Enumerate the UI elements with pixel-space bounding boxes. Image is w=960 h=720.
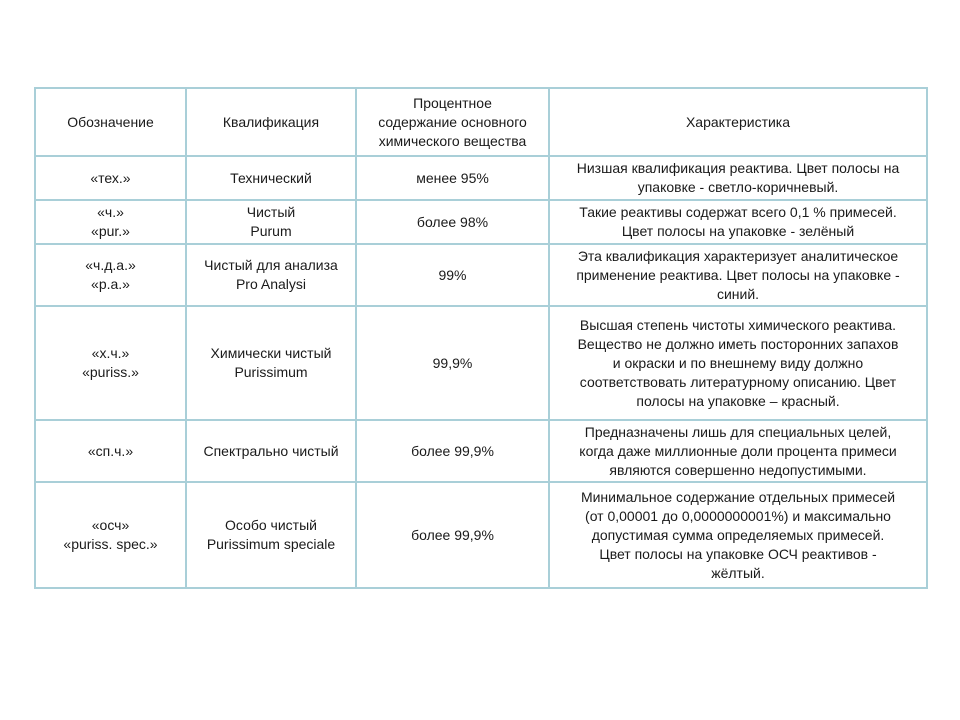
qualification-line: Химически чистый bbox=[210, 345, 332, 361]
description-line: (от 0,00001 до 0,0000000001%) и максимально bbox=[585, 507, 891, 524]
designation-cell bbox=[35, 200, 186, 244]
description-line: Цвет полосы на упаковке - зелёный bbox=[621, 223, 855, 239]
description-line: Такие реактивы содержат всего 0,1 % примесей. bbox=[579, 204, 897, 220]
percent-cell: менее 95% bbox=[356, 156, 549, 200]
table-row bbox=[35, 244, 927, 306]
reagent-qualification-table bbox=[34, 87, 928, 589]
header-row bbox=[35, 88, 927, 156]
description-line: соответствовать литературному описанию. Цвет bbox=[579, 373, 897, 390]
designation-line: «p.a.» bbox=[91, 276, 130, 292]
designation-line: «puriss. spec.» bbox=[63, 536, 158, 552]
designation-line: «puriss.» bbox=[82, 364, 139, 380]
designation-cell bbox=[35, 244, 186, 306]
qualification-line: Чистый bbox=[246, 204, 296, 220]
qualification-line: Чистый для анализа bbox=[204, 257, 338, 273]
description-line: синий. bbox=[716, 285, 760, 302]
description-line: жёлтый. bbox=[711, 564, 765, 581]
designation-line: «ч.д.а.» bbox=[85, 257, 136, 273]
description-line: являются совершенно недопустимыми. bbox=[609, 461, 867, 478]
description-line: упаковке - светло-коричневый. bbox=[637, 179, 839, 195]
percent-cell: 99,9% bbox=[356, 306, 549, 420]
description-line: Низшая квалификация реактива. Цвет полосы на bbox=[576, 160, 900, 176]
description-line: Предназначены лишь для специальных целей, bbox=[584, 423, 892, 440]
table-row bbox=[35, 156, 927, 200]
qualification-cell bbox=[186, 306, 356, 420]
qualification-line: Спектрально чистый bbox=[203, 442, 339, 459]
qualification-cell bbox=[186, 244, 356, 306]
qualification-cell bbox=[186, 482, 356, 588]
description-line: допустимая сумма определяемых примесей. bbox=[591, 526, 885, 543]
description-line: полосы на упаковке – красный. bbox=[636, 392, 840, 409]
qualification-line: Особо чистый bbox=[225, 517, 317, 533]
header-designation: Обозначение bbox=[35, 88, 186, 156]
qualification-cell bbox=[186, 156, 356, 200]
table-row bbox=[35, 200, 927, 244]
description-cell bbox=[549, 200, 927, 244]
designation-line: «х.ч.» bbox=[91, 345, 130, 361]
description-line: Минимальное содержание отдельных примесей bbox=[580, 488, 896, 505]
percent-cell: более 99,9% bbox=[356, 420, 549, 482]
qualification-line: Purissimum speciale bbox=[206, 536, 336, 552]
description-line: когда даже миллионные доли процента примеси bbox=[579, 442, 897, 459]
designation-line: «осч» bbox=[91, 517, 130, 533]
header-percent-content bbox=[356, 88, 549, 156]
description-cell bbox=[549, 482, 927, 588]
qualification-line: Pro Analysi bbox=[235, 276, 307, 292]
description-line: Эта квалификация характеризует аналитическое bbox=[577, 247, 899, 264]
table-row bbox=[35, 306, 927, 420]
qualification-line: Технический bbox=[230, 169, 312, 186]
qualification-line: Purissimum bbox=[234, 364, 308, 380]
description-cell bbox=[549, 420, 927, 482]
description-line: Вещество не должно иметь посторонних запахов bbox=[577, 335, 899, 352]
percent-cell: более 99,9% bbox=[356, 482, 549, 588]
percent-cell: более 98% bbox=[356, 200, 549, 244]
percent-cell: 99% bbox=[356, 244, 549, 306]
header-percent-line: химического вещества bbox=[378, 132, 527, 149]
header-characteristic: Характеристика bbox=[549, 88, 927, 156]
qualification-cell bbox=[186, 420, 356, 482]
designation-line: «сп.ч.» bbox=[87, 442, 134, 459]
designation-cell bbox=[35, 306, 186, 420]
description-line: и окраски и по внешнему виду должно bbox=[612, 354, 864, 371]
designation-line: «pur.» bbox=[91, 223, 130, 239]
description-line: Цвет полосы на упаковке ОСЧ реактивов - bbox=[599, 545, 877, 562]
qualification-cell bbox=[186, 200, 356, 244]
description-cell bbox=[549, 156, 927, 200]
header-percent-line: содержание основного bbox=[378, 113, 527, 130]
designation-cell bbox=[35, 156, 186, 200]
header-qualification: Квалификация bbox=[186, 88, 356, 156]
designation-line: «ч.» bbox=[97, 204, 124, 220]
qualification-line: Purum bbox=[250, 223, 292, 239]
header-percent-line: Процентное bbox=[413, 94, 492, 111]
designation-cell bbox=[35, 420, 186, 482]
description-cell bbox=[549, 244, 927, 306]
description-line: Высшая степень чистоты химического реактива. bbox=[579, 316, 897, 333]
description-line: применение реактива. Цвет полосы на упаковке - bbox=[576, 266, 900, 283]
description-cell bbox=[549, 306, 927, 420]
table-row bbox=[35, 482, 927, 588]
table-row bbox=[35, 420, 927, 482]
designation-cell bbox=[35, 482, 186, 588]
designation-line: «тех.» bbox=[90, 169, 131, 186]
